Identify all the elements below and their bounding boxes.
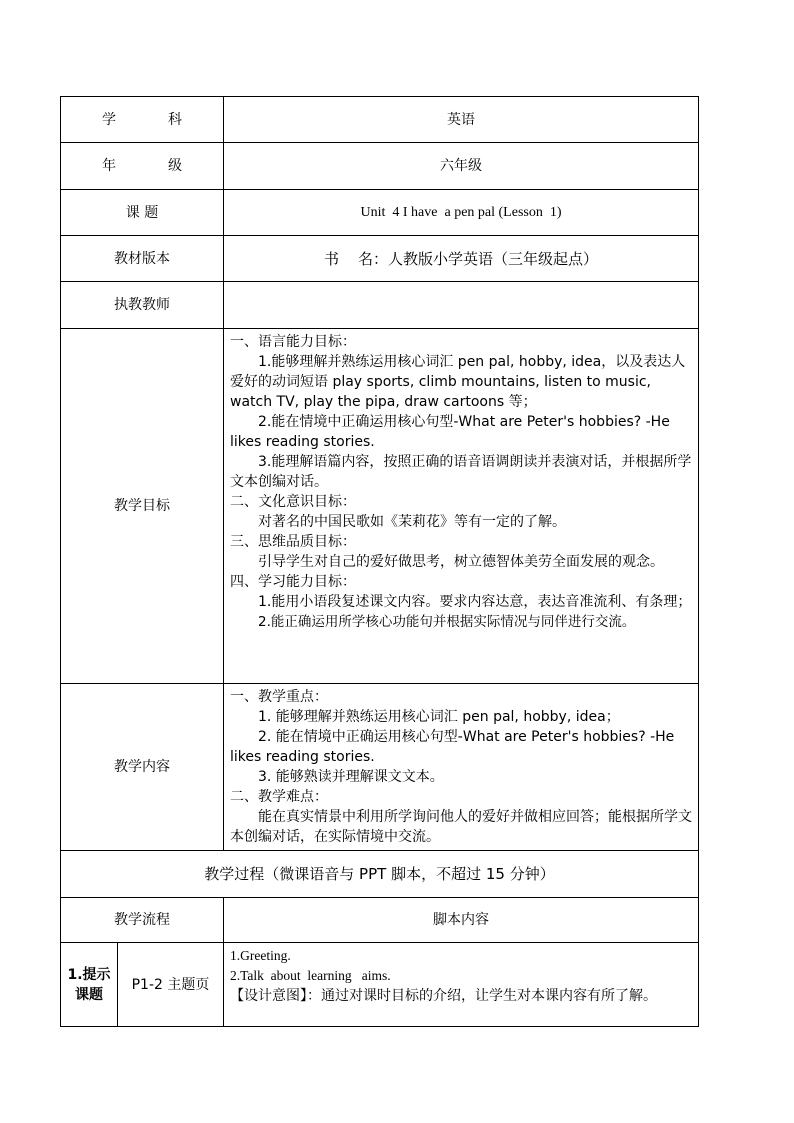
content-line: 1. 能够理解并熟练运用核心词汇 pen pal, hobby, idea；	[258, 709, 620, 725]
content-line: 3. 能够熟读并理解课文文本。	[258, 769, 444, 785]
grade-label	[61, 143, 224, 190]
goals-line: 3.能理解语篇内容，按照正确的语音语调朗读并表演对话，并根据所学文本创编对话。	[230, 454, 692, 490]
goals-label: 教学目标	[61, 329, 224, 684]
topic-label: 课 题	[61, 190, 224, 236]
goals-line: 二、文化意识目标：	[230, 494, 356, 510]
step1-label: 1.提示课题	[61, 943, 118, 1027]
row-content	[61, 684, 699, 851]
step1-line: 1.Greeting.	[230, 948, 291, 963]
goals-line: 对著名的中国民歌如《茉莉花》等有一定的了解。	[258, 514, 566, 530]
row-grade	[61, 143, 699, 190]
lesson-plan-table	[60, 96, 699, 1027]
row-topic	[61, 190, 699, 236]
teacher-label: 执教教师	[61, 282, 224, 329]
topic-value: Unit 4 I have a pen pal (Lesson 1)	[224, 190, 699, 236]
process-header: 教学过程（微课语音与 PPT 脚本，不超过 15 分钟）	[61, 851, 699, 898]
row-step1	[61, 943, 699, 1027]
goals-line: 引导学生对自己的爱好做思考，树立德智体美劳全面发展的观念。	[258, 554, 664, 570]
content-content	[224, 684, 699, 851]
flow-header-left: 教学流程	[61, 898, 224, 943]
row-goals	[61, 329, 699, 684]
row-teacher	[61, 282, 699, 329]
step1-slide: P1-2 主题页	[118, 943, 224, 1027]
row-subject	[61, 97, 699, 143]
row-flow-header	[61, 898, 699, 943]
step1-line: 2.Talk about learning aims.	[230, 968, 391, 983]
goals-line: 2.能正确运用所学核心功能句并根据实际情况与同伴进行交流。	[258, 614, 636, 630]
grade-label-b: 级	[168, 158, 182, 174]
row-textbook	[61, 236, 699, 282]
goals-line: 2.能在情境中正确运用核心句型-What are Peter's hobbies? -He likes reading stories.	[230, 414, 670, 450]
grade-value: 六年级	[224, 143, 699, 190]
content-line: 2. 能在情境中正确运用核心句型-What are Peter's hobbies? -He likes reading stories.	[230, 729, 675, 765]
subject-label-a: 学	[102, 111, 116, 128]
goals-line: 四、学习能力目标：	[230, 574, 356, 590]
teacher-value	[224, 282, 699, 329]
goals-line: 1.能用小语段复述课文内容。要求内容达意，表达音准流利、有条理；	[258, 594, 692, 610]
textbook-value: 书 名：人教版小学英语（三年级起点）	[224, 236, 699, 282]
content-label: 教学内容	[61, 684, 224, 851]
subject-label-b: 科	[168, 111, 182, 128]
goals-content	[224, 329, 699, 684]
grade-label-a: 年	[102, 158, 116, 174]
step1-content	[224, 943, 699, 1027]
subject-label	[61, 97, 224, 143]
step1-line: 【设计意图】：通过对课时目标的介绍，让学生对本课内容有所了解。	[230, 988, 657, 1004]
subject-value: 英语	[224, 97, 699, 143]
row-process-header	[61, 851, 699, 898]
goals-line: 三、思维品质目标：	[230, 534, 356, 550]
textbook-label: 教材版本	[61, 236, 224, 282]
content-line: 二、教学难点：	[230, 789, 328, 805]
content-line: 能在真实情景中利用所学询问他人的爱好并做相应回答；能根据所学文本创编对话，在实际情境中交流。	[230, 809, 692, 845]
goals-line: 1.能够理解并熟练运用核心词汇 pen pal, hobby, idea，以及表达人爱好的动词短语 play sports, climb mountains, listen to music, watch TV, play the pipa, draw cartoons 等；	[230, 354, 686, 410]
content-line: 一、教学重点：	[230, 689, 328, 705]
flow-header-right: 脚本内容	[224, 898, 699, 943]
goals-line: 一、语言能力目标：	[230, 334, 356, 350]
